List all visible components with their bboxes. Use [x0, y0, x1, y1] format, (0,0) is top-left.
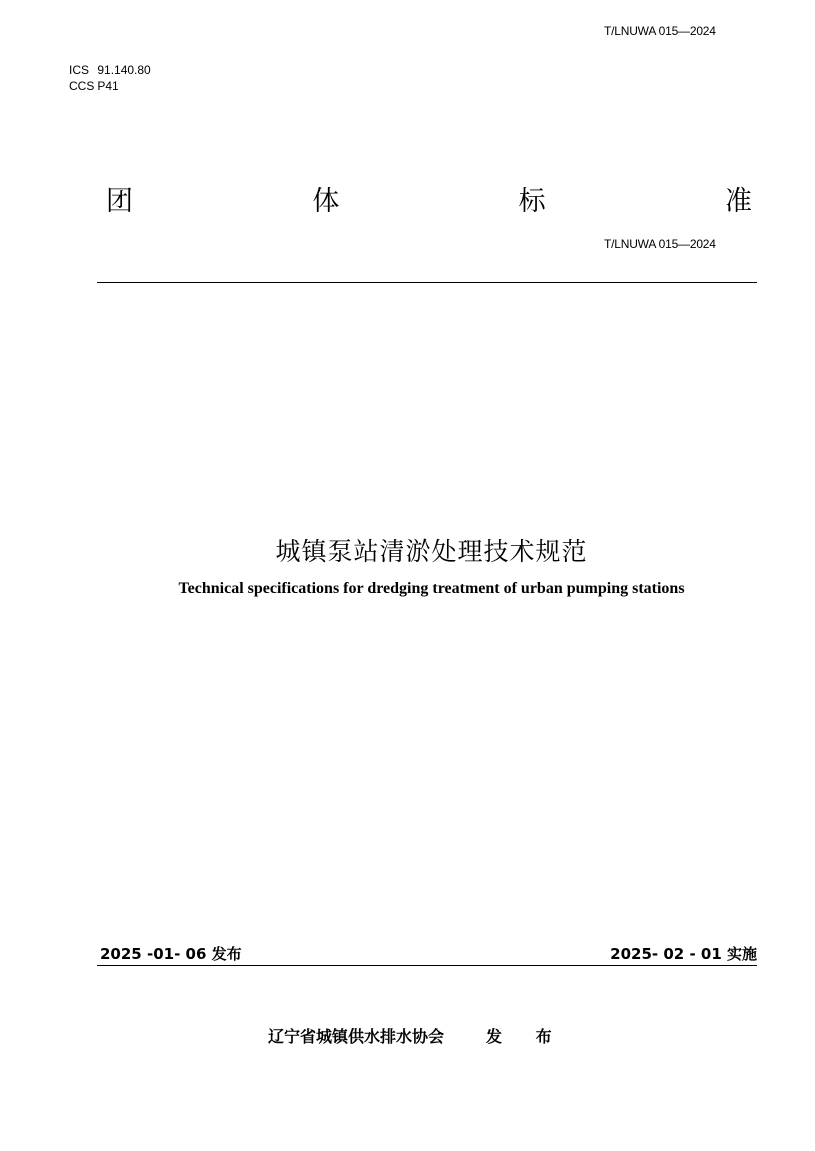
- standard-type-char: 体: [312, 185, 340, 217]
- bottom-divider: [97, 965, 757, 966]
- standard-type-char: 准: [724, 185, 752, 217]
- standard-type-char: 标: [518, 185, 546, 217]
- title-english: Technical specifications for dredging treatment of urban pumping stations: [178, 580, 685, 597]
- issue-date: 2025 -01- 06 发布: [100, 945, 242, 963]
- standard-type-char: 团: [106, 185, 133, 217]
- ccs-label: CCS: [69, 79, 95, 93]
- ics-row: [69, 62, 151, 78]
- ccs-row: [69, 78, 151, 94]
- title-chinese: 城镇泵站清淤处理技术规范: [275, 537, 588, 566]
- publisher-action: 发 布: [486, 1027, 566, 1046]
- ics-value: 91.140.80: [97, 63, 151, 77]
- ics-label: ICS: [69, 63, 90, 77]
- publisher-line: [268, 1024, 566, 1047]
- standard-type-heading: [106, 178, 752, 218]
- standard-code-main: T/LNUWA 015—2024: [604, 237, 716, 251]
- ccs-value: P41: [97, 79, 119, 93]
- publisher-name: 辽宁省城镇供水排水协会: [268, 1027, 445, 1046]
- classification-block: [69, 62, 151, 94]
- standard-code-header: T/LNUWA 015—2024: [604, 24, 716, 38]
- implementation-date: 2025- 02 - 01 实施: [610, 945, 757, 963]
- top-divider: [97, 282, 757, 283]
